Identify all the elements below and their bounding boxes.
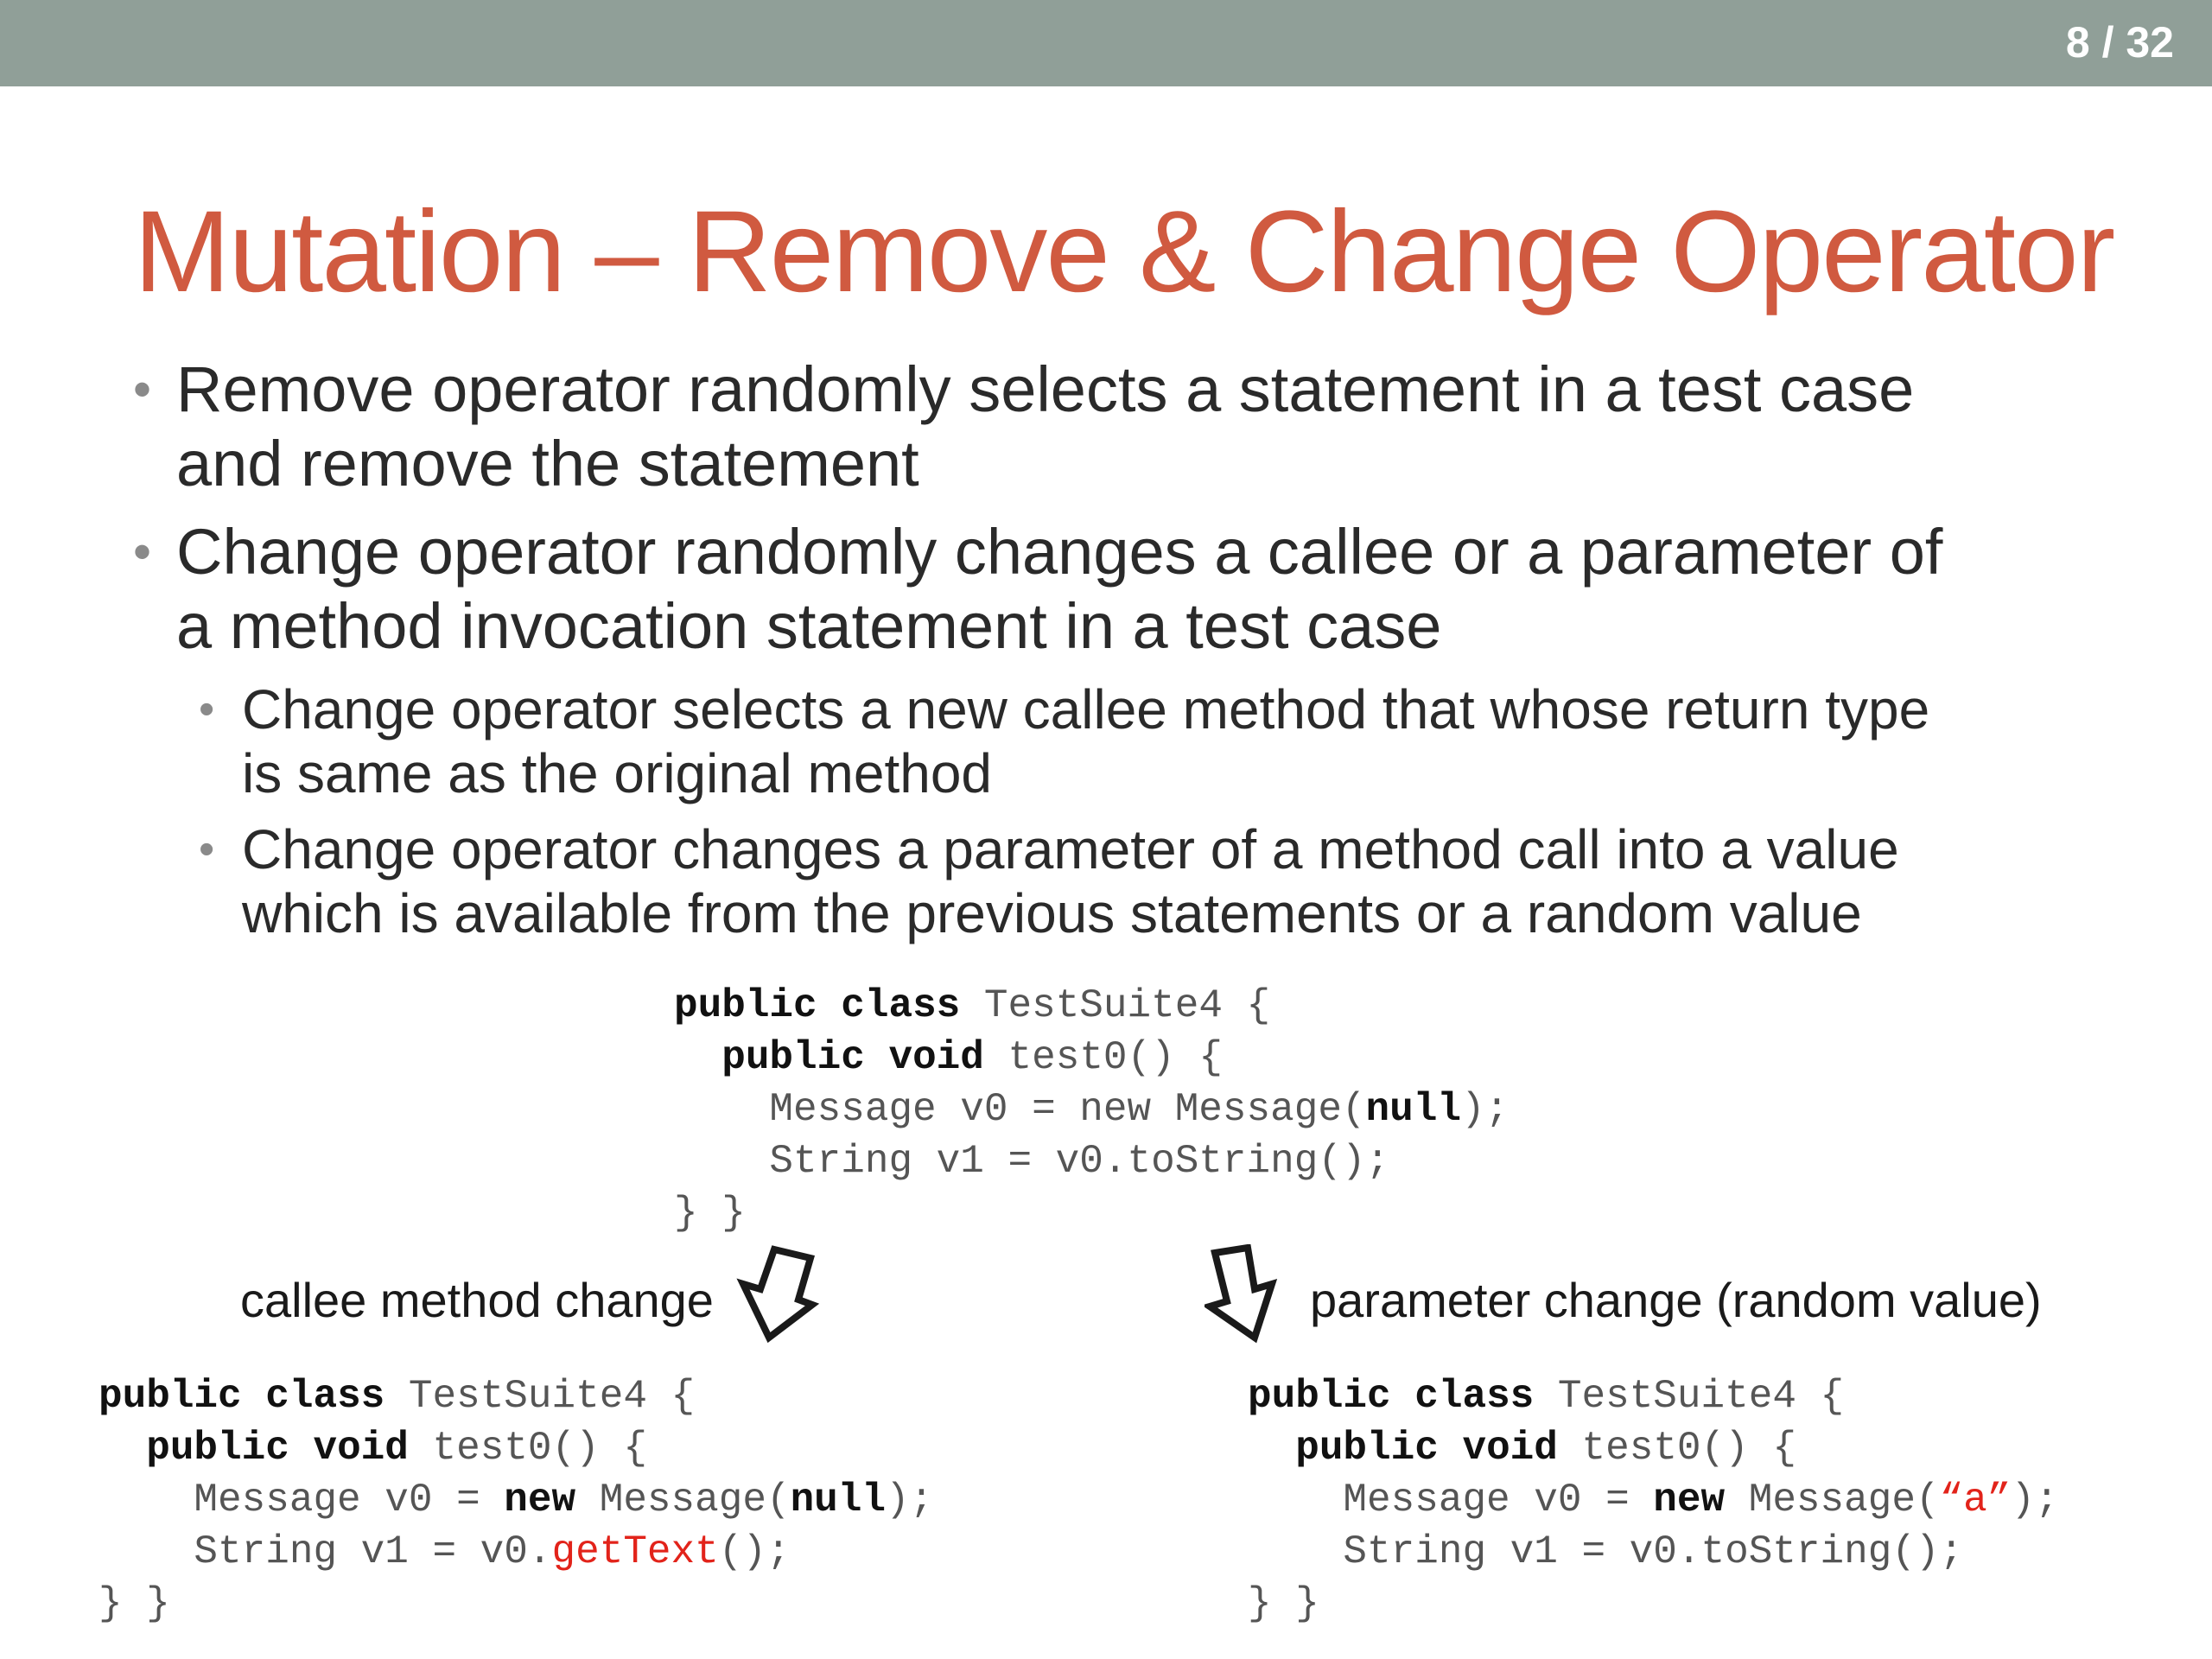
bullet-line: Change operator randomly changes a callee or a parameter of bbox=[176, 516, 1943, 588]
code-original: public class TestSuite4 { public void test0() { Message v0 = new Message(null); String v1 = v0.toString(); } } bbox=[674, 983, 1510, 1236]
code-parameter-change: public class TestSuite4 { public void test0() { Message v0 = new Message(“a”); String v1 = v0.toString(); } } bbox=[1248, 1374, 2059, 1626]
slide-title: Mutation – Remove & Change Operator bbox=[134, 188, 2114, 316]
bullet-line: a method invocation statement in a test case bbox=[176, 590, 1442, 662]
page-number: 8 / 32 bbox=[2065, 18, 2174, 67]
bullet-line: Change operator selects a new callee method that whose return type bbox=[242, 678, 1930, 741]
bullet-dot: • bbox=[133, 360, 152, 418]
changed-callee: getText bbox=[551, 1529, 719, 1574]
bullet-line: which is available from the previous statements or a random value bbox=[242, 882, 1862, 944]
bullet-line: Change operator changes a parameter of a method call into a value bbox=[242, 818, 1899, 880]
bullet-item bbox=[133, 353, 2164, 501]
changed-parameter: “a” bbox=[1939, 1478, 2012, 1522]
sub-bullet-item bbox=[199, 817, 2143, 945]
arrow-down-left-icon bbox=[734, 1244, 821, 1344]
code-callee-change: public class TestSuite4 { public void test0() { Message v0 = new Message(null); String v1 = v0.getText(); } } bbox=[99, 1374, 934, 1626]
bullet-line: and remove the statement bbox=[176, 428, 919, 499]
parameter-change-label: parameter change (random value) bbox=[1310, 1273, 2042, 1327]
bullet-line: Remove operator randomly selects a statement in a test case bbox=[176, 353, 1915, 425]
bullet-line: is same as the original method bbox=[242, 742, 992, 804]
sub-bullet-item bbox=[199, 677, 2143, 805]
arrow-down-right-icon bbox=[1205, 1244, 1291, 1344]
top-bar bbox=[0, 0, 2212, 86]
bullet-dot: • bbox=[199, 684, 215, 734]
bullet-dot: • bbox=[199, 824, 215, 874]
callee-change-label: callee method change bbox=[240, 1273, 714, 1327]
bullet-dot: • bbox=[133, 523, 152, 581]
bullet-item bbox=[133, 515, 2164, 664]
